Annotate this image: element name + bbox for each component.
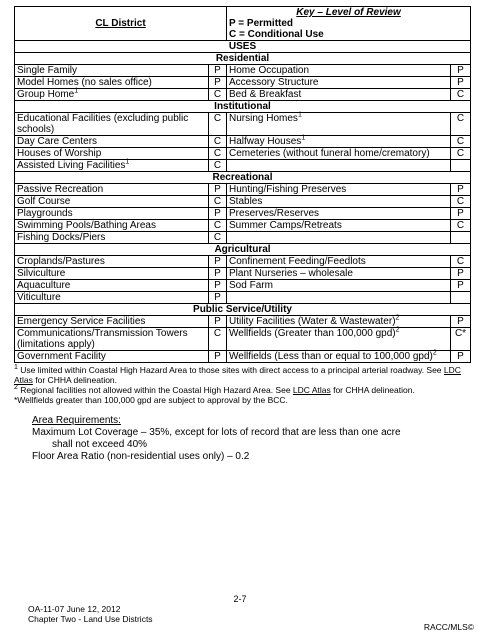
use-row [15, 89, 471, 101]
review-code: C [209, 196, 227, 208]
use-name: Passive Recreation [15, 184, 209, 196]
use-name: Croplands/Pastures [15, 256, 209, 268]
use-row [15, 232, 471, 244]
use-name [227, 160, 451, 172]
key-title: Key – Level of Review [296, 7, 401, 18]
section-heading: Residential [15, 53, 471, 65]
use-name: Single Family [15, 65, 209, 77]
area-title: Area Requirements: [32, 415, 121, 426]
use-name: Plant Nurseries – wholesale [227, 268, 451, 280]
use-row [15, 113, 471, 136]
review-code: C [209, 136, 227, 148]
use-name: Viticulture [15, 292, 209, 304]
use-row [15, 268, 471, 280]
ldc-atlas-link[interactable]: LDC Atlas [14, 365, 461, 385]
use-row [15, 148, 471, 160]
section-row [15, 172, 471, 184]
document-page [14, 6, 470, 463]
use-name: Model Homes (no sales office) [15, 77, 209, 89]
review-code: C [209, 89, 227, 101]
use-row [15, 184, 471, 196]
use-row [15, 208, 471, 220]
review-code: P [209, 292, 227, 304]
use-name: Halfway Houses$^1$ [227, 136, 451, 148]
use-name: Houses of Worship [15, 148, 209, 160]
use-row [15, 65, 471, 77]
section-row [15, 53, 471, 65]
footnote-1: $^1$ Use limited within Coastal High Hazard Area to those sites with direct access to a principal arterial roadway. See LDC Atlas for CHHA delineation. [14, 364, 461, 385]
uses-heading: USES [15, 41, 471, 53]
review-code: C [209, 232, 227, 244]
review-code [451, 160, 471, 172]
review-code: P [451, 280, 471, 292]
footnotes [14, 365, 470, 405]
use-row [15, 256, 471, 268]
review-code: C [451, 256, 471, 268]
lot-coverage: Maximum Lot Coverage – 35%, except for lots of record that are less than one acre [32, 427, 401, 438]
ldc-atlas-link[interactable]: LDC Atlas [292, 385, 331, 395]
review-code [451, 292, 471, 304]
use-row [15, 160, 471, 172]
use-row [15, 292, 471, 304]
use-name: Government Facility [15, 351, 209, 363]
review-code: P [209, 77, 227, 89]
footer-chapter: Chapter Two - Land Use Districts [28, 614, 153, 624]
use-name: Wellfields (Less than or equal to 100,000 gpd)$^2$ [227, 351, 451, 363]
use-name: Stables [227, 196, 451, 208]
review-code: P [451, 208, 471, 220]
review-code: P [451, 65, 471, 77]
uses-table [14, 6, 471, 363]
use-row [15, 280, 471, 292]
table-header-row [15, 7, 471, 41]
review-code: P [209, 256, 227, 268]
use-name: Summer Camps/Retreats [227, 220, 451, 232]
page-footer [28, 604, 153, 624]
lot-coverage-cont: shall not exceed 40% [52, 439, 148, 450]
use-row [15, 316, 471, 328]
review-code: P [451, 316, 471, 328]
use-name: Accessory Structure [227, 77, 451, 89]
use-name [227, 292, 451, 304]
use-name: Communications/Transmission Towers (limitations apply) [15, 328, 209, 351]
section-heading: Agricultural [15, 244, 471, 256]
review-code: C [451, 136, 471, 148]
use-name: Sod Farm [227, 280, 451, 292]
review-code: P [451, 268, 471, 280]
use-name: Home Occupation [227, 65, 451, 77]
use-name: Cemeteries (without funeral home/crematory) [227, 148, 451, 160]
section-row [15, 101, 471, 113]
use-name: Bed & Breakfast [227, 89, 451, 101]
review-code: C [451, 220, 471, 232]
review-code: P [451, 351, 471, 363]
district-title: CL District [15, 7, 227, 41]
use-row [15, 351, 471, 363]
key-permitted: P = Permitted [229, 18, 294, 29]
review-code: P [451, 77, 471, 89]
area-requirements [32, 415, 470, 463]
review-code: P [209, 65, 227, 77]
review-code: C [451, 89, 471, 101]
review-code: C [209, 160, 227, 172]
use-row [15, 77, 471, 89]
review-code: C [451, 148, 471, 160]
section-heading: Recreational [15, 172, 471, 184]
review-code: P [451, 184, 471, 196]
use-name: Golf Course [15, 196, 209, 208]
use-name: Emergency Service Facilities [15, 316, 209, 328]
review-code: P [209, 184, 227, 196]
use-name: Hunting/Fishing Preserves [227, 184, 451, 196]
watermark: RACC/MLS© [423, 622, 474, 632]
review-key [227, 7, 471, 41]
review-code [451, 232, 471, 244]
use-name: Fishing Docks/Piers [15, 232, 209, 244]
review-code: C [451, 113, 471, 136]
use-row [15, 220, 471, 232]
key-conditional: C = Conditional Use [229, 29, 324, 40]
use-name: Day Care Centers [15, 136, 209, 148]
use-name: Utility Facilities (Water & Wastewater)$^2$ [227, 316, 451, 328]
use-name: Confinement Feeding/Feedlots [227, 256, 451, 268]
footnote-3: *Wellfields greater than 100,000 gpd are subject to approval by the BCC. [14, 395, 288, 405]
footnote-2: $^2$ Regional facilities not allowed within the Coastal High Hazard Area. See LDC Atlas for CHHA delineation. [14, 384, 415, 395]
uses-row [15, 41, 471, 53]
review-code: P [209, 351, 227, 363]
section-row [15, 304, 471, 316]
use-name: Wellfields (Greater than 100,000 gpd)$^2$ [227, 328, 451, 351]
review-code: P [209, 268, 227, 280]
use-name [227, 232, 451, 244]
use-name: Assisted Living Facilities$^1$ [15, 160, 209, 172]
use-name: Educational Facilities (excluding public schools) [15, 113, 209, 136]
review-code: C [209, 113, 227, 136]
use-name: Playgrounds [15, 208, 209, 220]
page-number: 2-7 [233, 594, 247, 604]
use-row [15, 328, 471, 351]
review-code: C [209, 148, 227, 160]
review-code: P [209, 280, 227, 292]
use-name: Nursing Homes$^1$ [227, 113, 451, 136]
section-heading: Public Service/Utility [15, 304, 471, 316]
use-name: Preserves/Reserves [227, 208, 451, 220]
review-code: P [209, 208, 227, 220]
section-row [15, 244, 471, 256]
review-code: C [209, 328, 227, 351]
use-name: Swimming Pools/Bathing Areas [15, 220, 209, 232]
use-name: Silviculture [15, 268, 209, 280]
floor-area-ratio: Floor Area Ratio (non-residential uses only) – 0.2 [32, 451, 250, 462]
review-code: C [209, 220, 227, 232]
review-code: C [451, 196, 471, 208]
use-name: Group Home$^1$ [15, 89, 209, 101]
footer-ordinance: OA-11-07 June 12, 2012 [28, 604, 121, 614]
section-heading: Institutional [15, 101, 471, 113]
review-code: P [209, 316, 227, 328]
use-row [15, 196, 471, 208]
use-name: Aquaculture [15, 280, 209, 292]
review-code: C* [451, 328, 471, 351]
use-row [15, 136, 471, 148]
